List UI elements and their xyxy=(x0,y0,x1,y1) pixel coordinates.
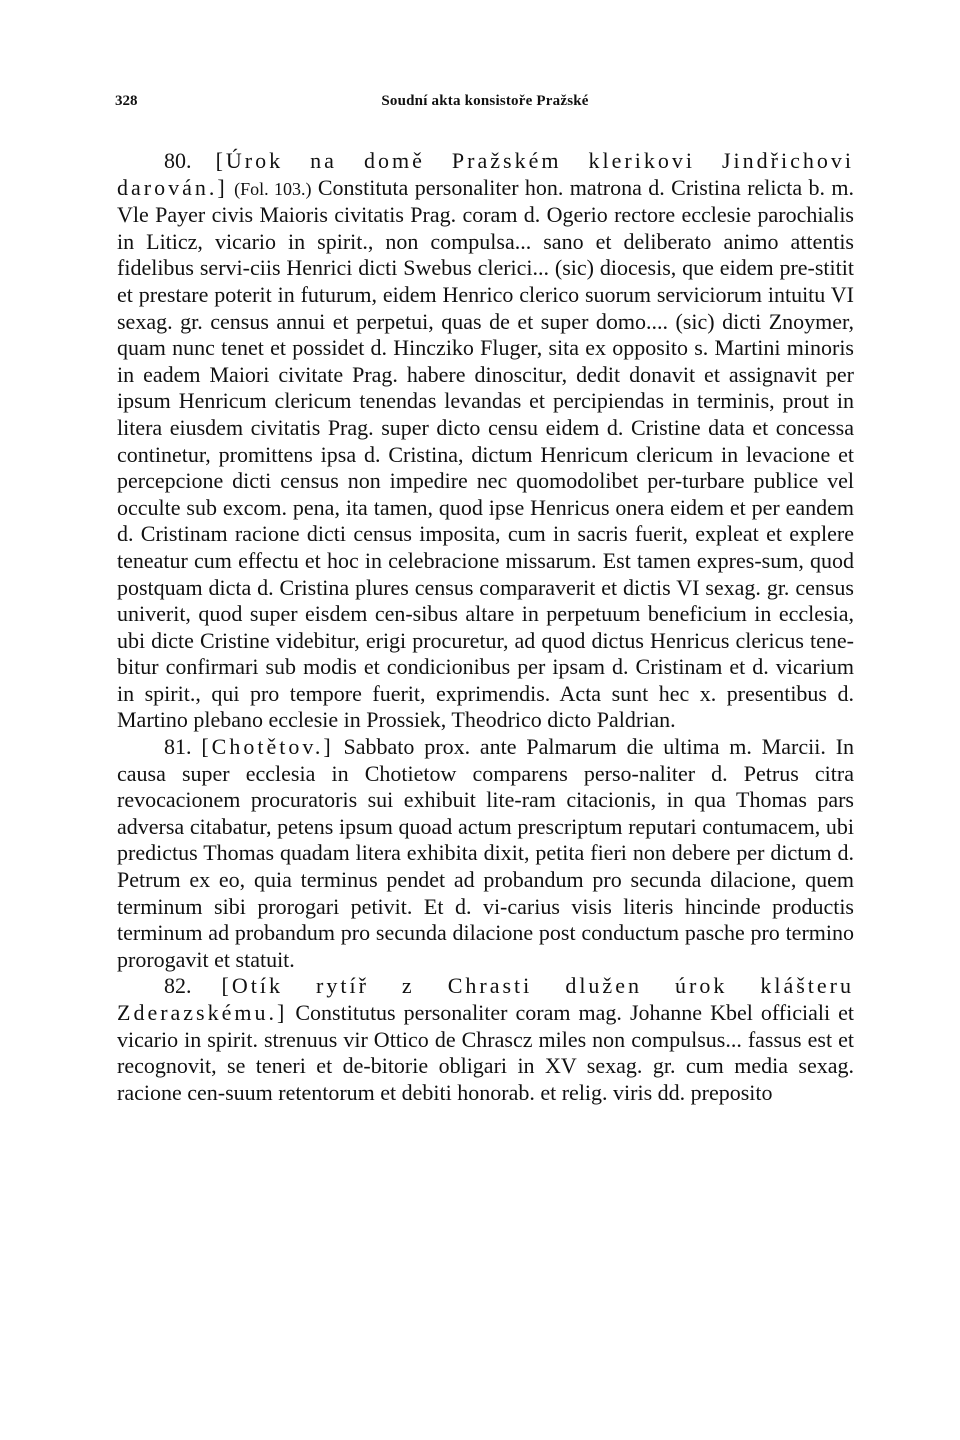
entry-heading: [Chotětov.] xyxy=(201,734,334,760)
entry-text: Constituta personaliter hon. matrona d. Cristina relicta b. m. Vle Payer civis Maioris civitatis Prag. coram d. Ogerio rectore ecclesie parochialis in Liticz, vicario in spirit., non compulsa... sano et deliberato animo attentis fidelibus servi-ciis Henrici dicti Swebus clerici... (sic) diocesis, que eidem pre-stitit et prestare poterit in futurum, eidem Henrico clerico suorum serviciorum intuitu VI sexag. gr. census annui et perpetui, quas de et super domo.... (sic) dicti Znoymer, quam nunc tenet et possidet d. Hinczikо Fluger, sita ex opposito s. Martini minoris in eadem Maiori civitate Prag. habere dinoscitur, dedit donavit et assignavit per ipsum Henricum clericum tenendas levandas et percipiendas in terminis, prout in litera eiusdem civitatis Prag. super dicto censu eidem d. Cristine data et concessa continetur, promittens ipsa d. Cristina, dictum Henricum clericum in levacione et percepcione dicti census non impedire nec quomodolibet per-turbare publice vel occulte sub excom. pena, ita tamen, quod ipse Henricus onera eidem et per eandem d. Cristinam racione dicti census imposita, cum in sacris fuerit, expleat et explere teneatur cum effectu et hoc in celebracione missarum. Est tamen expres-sum, quod postquam dicta d. Cristina plures census comparaverit et dictis VI sexag. gr. census univerit, quod super eisdem cen-sibus altare in perpetuum beneficium in ecclesia, ubi dicte Cristine videbitur, erigi procuretur, ad quod dictus Henricus clericus tene-bitur confirmari sub modis et condicionibus per ipsam d. Cristinam et d. vicarium in spirit., qui pro tempore fuerit, exprimendis. Acta sunt hec x. presentibus d. Martino plebano ecclesie in Prossiek, Theodrico dicto Paldrian. xyxy=(117,174,855,733)
entry-number: 80. xyxy=(164,148,192,173)
entry-81 xyxy=(117,734,854,973)
entry-80 xyxy=(117,148,854,734)
document-body xyxy=(117,148,854,1106)
entry-number: 82. xyxy=(164,973,192,999)
entry-heading: [Úrok na domě Pražském klerikovi Jindřichovi darován.] xyxy=(117,148,854,200)
page-header xyxy=(115,93,855,117)
entry-heading: [Otík rytíř z Chrasti dlužen úrok klášteru Zderazskému.] xyxy=(117,973,855,1025)
page-number: 328 xyxy=(115,93,138,109)
entry-text: Constitutus personaliter coram mag. Johanne Kbel officiali et vicario in spirit. strenuus vir Ottico de Chrascz miles non compulsus... fassus est et recognovit, se teneri et de-bitorie obligari in XV sexag. gr. cum media sexag. racione cen-suum retentorum et debiti honorab. et relig. viris dd. preposito xyxy=(117,1000,855,1105)
entry-text: Sabbato prox. ante Palmarum die ultima m. Marcii. In causa super ecclesia in Chotietow comparens perso-naliter d. Petrus citra revocacionem procuratoris sui exhibuit lite-ram citacionis, in qua Thomas pars adversa citabatur, petens ipsum quoad actum prescriptum reputari contumacem, ubi predictus Thomas quadam litera exhibita dixit, petita fieri non debere per dictum d. Petrum ex eo, quia terminus pendet ad probandum pro secunda dilacione, quem terminum sibi prorogari petivit. Et d. vi-carius visis literis hincinde productis terminum ad probandum pro secunda dilacione post conductum pasche pro termino prorogavit et statuit. xyxy=(117,734,855,972)
entry-number: 81. xyxy=(164,734,192,760)
entry-82 xyxy=(117,973,854,1106)
folio-reference: (Fol. 103.) xyxy=(234,178,312,199)
running-title: Soudní akta konsistoře Pražské xyxy=(381,93,589,109)
